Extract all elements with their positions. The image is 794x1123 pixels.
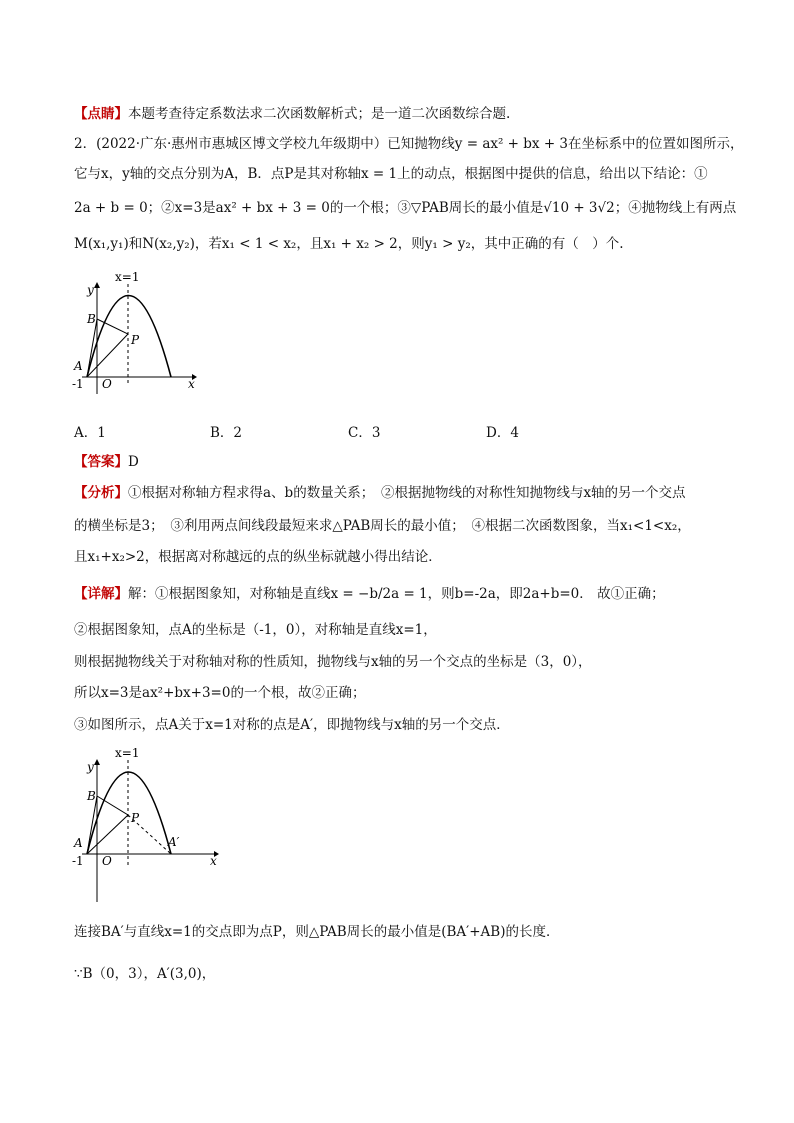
label-x-equals-1: x=1 bbox=[115, 746, 140, 760]
label-y: y bbox=[87, 760, 94, 774]
label-y: y bbox=[87, 283, 94, 297]
detail-line-2: ②根据图象知，点A的坐标是（-1，0），对称轴是直线x=1， bbox=[74, 622, 437, 638]
answer-line bbox=[74, 452, 139, 472]
label-x: x bbox=[210, 854, 217, 868]
parabola-figure-2 bbox=[60, 740, 230, 905]
y-axis-arrow bbox=[94, 759, 100, 765]
detail-text-1: 解：①根据图象知，对称轴是直线x = −b/2a = 1，则b=-2a，即2a+b=0． 故①正确； bbox=[128, 586, 665, 602]
detail-line-1 bbox=[74, 584, 665, 604]
choice-b: B．2 bbox=[210, 425, 243, 441]
y-axis-arrow bbox=[94, 282, 100, 288]
choice-d: D．4 bbox=[486, 425, 519, 441]
question-line-3: 2a + b = 0；②x=3是ax² + bx + 3 = 0的一个根；③▽PAB周长的最小值是√10 + 3√2；④抛物线上有两点 bbox=[74, 200, 737, 216]
label-O: O bbox=[102, 854, 112, 868]
detail-line-3: 则根据抛物线关于对称轴对称的性质知，抛物线与x轴的另一个交点的坐标是（3，0）， bbox=[74, 654, 592, 670]
choice-c: C．3 bbox=[348, 425, 381, 441]
label-O: O bbox=[102, 377, 112, 391]
answer-tag: 【答案】 bbox=[74, 454, 128, 470]
label-B: B bbox=[87, 789, 96, 803]
detail-line-6: 连接BA′与直线x=1的交点即为点P，则△PAB周长的最小值是(BA′+AB)的长度． bbox=[74, 924, 560, 940]
dianjing-text: 本题考查待定系数法求二次函数解析式；是一道二次函数综合题. bbox=[128, 106, 511, 122]
label-A: A bbox=[74, 836, 83, 850]
analysis-line-3: 且x₁+x₂>2，根据离对称越远的点的纵坐标就越小得出结论． bbox=[74, 549, 442, 565]
parabola-curve bbox=[87, 296, 171, 378]
label-B: B bbox=[87, 312, 96, 326]
question-line-4: M(x₁,y₁)和N(x₂,y₂)，若x₁ < 1 < x₂，且x₁ + x₂ > 2，则y₁ > y₂，其中正确的有（ ）个. bbox=[74, 236, 624, 252]
analysis-line-1 bbox=[74, 483, 686, 503]
question-line-1: 2．(2022·广东·惠州市惠城区博文学校九年级期中）已知抛物线y = ax² + bx + 3在坐标系中的位置如图所示， bbox=[74, 136, 744, 152]
label-A: A bbox=[74, 359, 83, 373]
segment-BP bbox=[97, 319, 128, 334]
choice-a: A．1 bbox=[74, 425, 106, 441]
parabola-figure-1 bbox=[60, 266, 210, 396]
analysis-line-2: 的横坐标是3； ③利用两点间线段最短来求△PAB周长的最小值； ④根据二次函数图象，当x₁<1<x₂， bbox=[74, 518, 691, 534]
question-line-2: 它与x，y轴的交点分别为A，B．点P是其对称轴x = 1上的动点，根据图中提供的信息，给出以下结论：① bbox=[74, 166, 708, 182]
label-P: P bbox=[131, 811, 140, 825]
answer-text: D bbox=[128, 454, 139, 470]
label-x-equals-1: x=1 bbox=[115, 270, 140, 284]
label-P: P bbox=[131, 333, 140, 347]
label-neg1: -1 bbox=[72, 377, 84, 391]
analysis-text-1: ①根据对称轴方程求得a、b的数量关系； ②根据抛物线的对称性知抛物线与x轴的另一个交点 bbox=[128, 485, 686, 501]
analysis-tag: 【分析】 bbox=[74, 485, 128, 501]
label-Aprime: A′ bbox=[168, 835, 180, 849]
detail-line-4: 所以x=3是ax²+bx+3=0的一个根，故②正确； bbox=[74, 685, 366, 701]
dianjing-tag: 【点睛】 bbox=[74, 106, 128, 122]
label-neg1: -1 bbox=[72, 854, 84, 868]
detail-line-7: ∵B（0，3），A′(3,0)， bbox=[74, 966, 216, 982]
detail-line-5: ③如图所示，点A关于x=1对称的点是A′，即抛物线与x轴的另一个交点． bbox=[74, 717, 510, 733]
detail-tag: 【详解】 bbox=[74, 586, 128, 602]
dianjing-line bbox=[74, 104, 510, 124]
label-x: x bbox=[188, 377, 195, 391]
